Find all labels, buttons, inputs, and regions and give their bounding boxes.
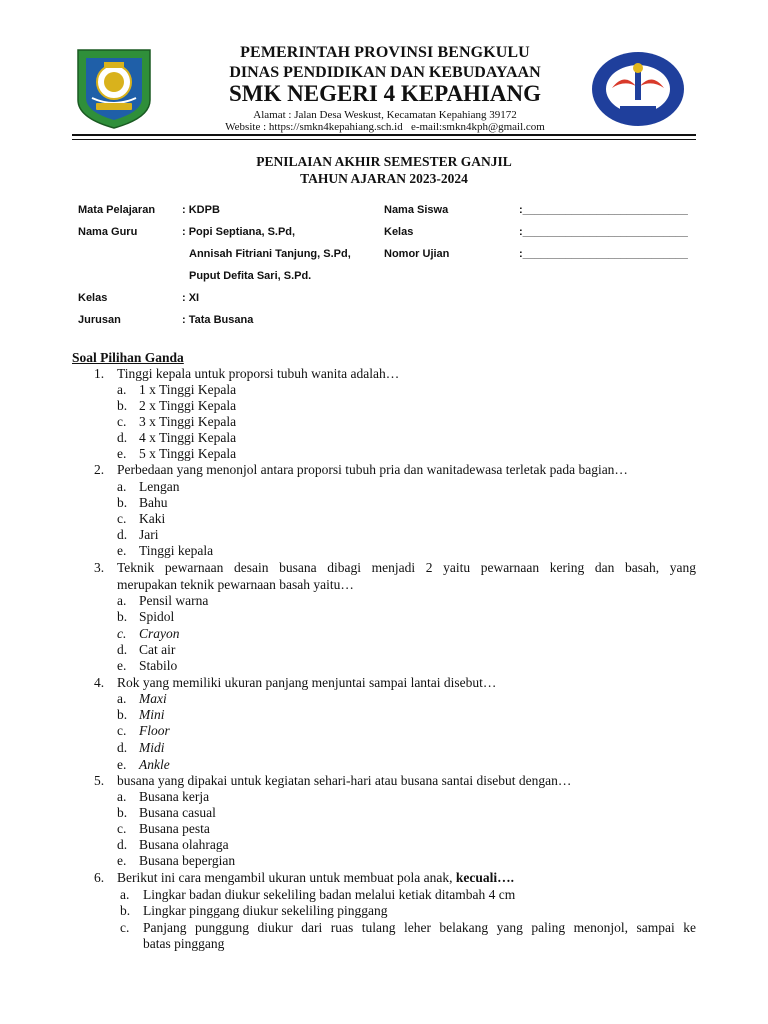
nama-siswa-field[interactable]: :___________________________ [519, 204, 688, 216]
option-text[interactable]: Crayon [139, 626, 180, 641]
option-text[interactable]: 5 x Tinggi Kepala [139, 446, 237, 461]
option-text[interactable]: Bahu [139, 495, 168, 510]
option-text[interactable]: Busana kerja [139, 789, 210, 804]
option-letter: a. [120, 887, 130, 902]
school-address: Alamat : Jalan Desa Weskust, Kecamatan Kepahiang 39172 [253, 109, 517, 121]
guru-value-3: Puput Defita Sari, S.Pd. [189, 270, 312, 282]
kelas-siswa-field[interactable]: :___________________________ [519, 226, 688, 238]
section-title: Soal Pilihan Ganda [72, 350, 184, 365]
jurusan-value: : Tata Busana [182, 314, 254, 326]
kelas-siswa-label: Kelas [384, 226, 414, 238]
question-number: 4. [94, 675, 105, 690]
question-text: busana yang dipakai untuk kegiatan sehari-hari atau busana santai disebut dengan… [117, 773, 572, 788]
question-text-cont: merupakan teknik pewarnaan basah yaitu… [117, 577, 354, 592]
option-letter: c. [117, 626, 127, 641]
nomor-ujian-field[interactable]: :___________________________ [519, 248, 688, 260]
option-letter: e. [117, 757, 127, 772]
guru-label: Nama Guru [78, 226, 138, 238]
question-text-emphasis: kecuali…. [455, 870, 515, 885]
option-text[interactable]: Maxi [139, 691, 167, 706]
option-text[interactable]: Mini [139, 707, 165, 722]
option-letter: b. [117, 398, 128, 413]
question-number: 5. [94, 773, 105, 788]
question-number: 6. [94, 870, 105, 885]
option-letter: d. [117, 837, 128, 852]
question-text: Tinggi kepala untuk proporsi tubuh wanita adalah… [117, 366, 400, 381]
option-letter: a. [117, 479, 127, 494]
option-text[interactable]: Busana bepergian [139, 853, 236, 868]
exam-year: TAHUN AJARAN 2023-2024 [300, 171, 468, 186]
option-letter: a. [117, 382, 127, 397]
option-letter: c. [117, 511, 127, 526]
question-text: Perbedaan yang menonjol antara proporsi tubuh pria dan wanitadewasa terletak pada bagian… [117, 462, 628, 477]
option-letter: a. [117, 691, 127, 706]
kelas-value: : XI [182, 292, 200, 304]
question-text: Teknik pewarnaan desain busana dibagi menjadi 2 yaitu pewarnaan kering dan basah, yang [117, 560, 696, 575]
option-text[interactable]: Lengan [139, 479, 180, 494]
school-contact: Website : https://smkn4kepahiang.sch.id e-mail:smkn4kph@gmail.com [225, 121, 545, 133]
option-text[interactable]: Lingkar pinggang diukur sekeliling pinggang [143, 903, 388, 918]
jurusan-label: Jurusan [78, 314, 121, 326]
option-letter: a. [117, 789, 127, 804]
question-text: Rok yang memiliki ukuran panjang menjuntai sampai lantai disebut… [117, 675, 497, 690]
kelas-label: Kelas [78, 292, 108, 304]
question-number: 1. [94, 366, 105, 381]
exam-title: PENILAIAN AKHIR SEMESTER GANJIL [256, 154, 512, 169]
question-number: 3. [94, 560, 105, 575]
option-text[interactable]: 4 x Tinggi Kepala [139, 430, 237, 445]
nama-siswa-label: Nama Siswa [384, 204, 449, 216]
option-text[interactable]: Ankle [139, 757, 170, 772]
option-text[interactable]: Lingkar badan diukur sekeliling badan melalui ketiak ditambah 4 cm [143, 887, 516, 902]
nomor-ujian-label: Nomor Ujian [384, 248, 450, 260]
option-text[interactable]: Midi [139, 740, 165, 755]
guru-value-2: Annisah Fitriani Tanjung, S.Pd, [189, 248, 351, 260]
option-text[interactable]: 3 x Tinggi Kepala [139, 414, 237, 429]
mapel-value: : KDPB [182, 204, 220, 216]
option-text[interactable]: Cat air [139, 642, 176, 657]
option-letter: d. [117, 430, 128, 445]
option-letter: a. [117, 593, 127, 608]
header-divider-thin [72, 139, 696, 140]
option-letter: d. [117, 527, 128, 542]
option-letter: b. [117, 707, 128, 722]
mapel-label: Mata Pelajaran [78, 204, 156, 216]
header-divider-thick [72, 134, 696, 136]
option-text[interactable]: Busana olahraga [139, 837, 229, 852]
option-letter: d. [117, 740, 128, 755]
option-text[interactable]: Spidol [139, 609, 175, 624]
option-letter: e. [117, 446, 127, 461]
option-text[interactable]: Stabilo [139, 658, 178, 673]
option-text-cont: batas pinggang [143, 936, 225, 951]
school-name: SMK NEGERI 4 KEPAHIANG [228, 81, 542, 106]
header-line-2: DINAS PENDIDIKAN DAN KEBUDAYAAN [229, 64, 541, 81]
option-letter: c. [117, 723, 127, 738]
option-letter: c. [120, 920, 130, 935]
option-text[interactable]: 1 x Tinggi Kepala [139, 382, 237, 397]
option-text[interactable]: Pensil warna [139, 593, 209, 608]
option-letter: c. [117, 821, 127, 836]
option-text[interactable]: Panjang punggung diukur dari ruas tulang leher belakang yang paling menonjol, sampai ke [143, 920, 696, 935]
guru-value-1: : Popi Septiana, S.Pd, [182, 226, 296, 238]
option-letter: e. [117, 658, 127, 673]
option-letter: b. [120, 903, 131, 918]
option-letter: e. [117, 543, 127, 558]
option-text[interactable]: Tinggi kepala [139, 543, 214, 558]
option-letter: c. [117, 414, 127, 429]
question-number: 2. [94, 462, 105, 477]
option-text[interactable]: Busana pesta [139, 821, 210, 836]
option-text[interactable]: Floor [139, 723, 170, 738]
question-text [117, 870, 514, 886]
option-text[interactable]: Jari [139, 527, 159, 542]
question-text-main: Berikut ini cara mengambil ukuran untuk membuat pola anak, [117, 870, 453, 885]
option-letter: d. [117, 642, 128, 657]
header-line-1: PEMERINTAH PROVINSI BENGKULU [240, 44, 530, 61]
option-letter: b. [117, 609, 128, 624]
option-text[interactable]: Busana casual [139, 805, 216, 820]
option-text[interactable]: Kaki [139, 511, 166, 526]
option-letter: e. [117, 853, 127, 868]
province-logo [76, 48, 152, 130]
option-letter: b. [117, 495, 128, 510]
option-letter: b. [117, 805, 128, 820]
option-text[interactable]: 2 x Tinggi Kepala [139, 398, 237, 413]
